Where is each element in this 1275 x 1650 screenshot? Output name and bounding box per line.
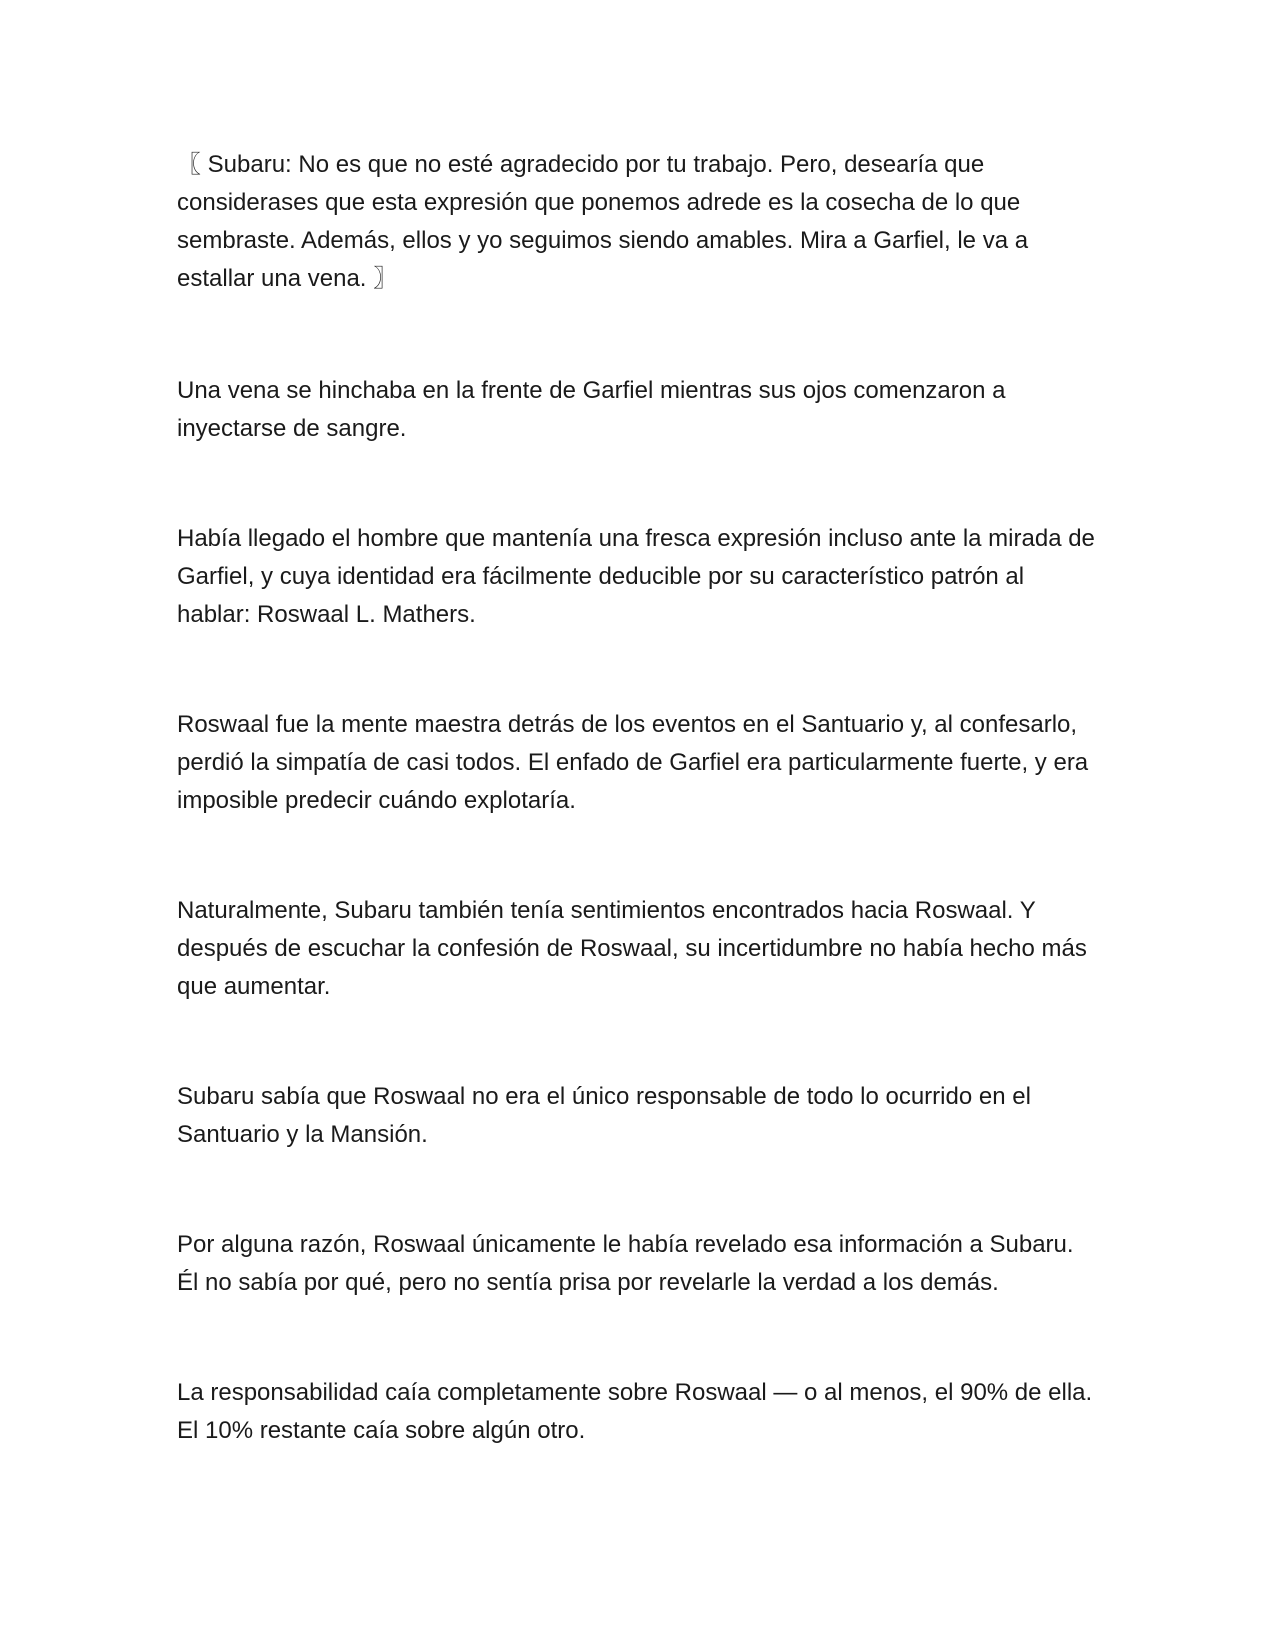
paragraph-7: Por alguna razón, Roswaal únicamente le había revelado esa información a Subaru. Él no sabía por qué, pero no sentía prisa por revelarle la verdad a los demás. — [177, 1231, 1074, 1296]
paragraph-1: 〖 Subaru: No es que no esté agradecido por tu trabajo. Pero, desearía que considerases que esta expresión que ponemos adrede es la cosecha de lo que sembraste. Además, ellos y yo seguimos siendo amables. Mira a Garfiel, le va a estallar una vena. 〗 — [177, 151, 1029, 292]
paragraph-2: Una vena se hinchaba en la frente de Garfiel mientras sus ojos comenzaron a inyectarse de sangre. — [177, 377, 1006, 442]
paragraph-6: Subaru sabía que Roswaal no era el único responsable de todo lo ocurrido en el Santuario y la Mansión. — [177, 1083, 1031, 1148]
document-body — [177, 146, 1097, 1450]
paragraph-8: La responsabilidad caía completamente sobre Roswaal — o al menos, el 90% de ella. El 10% restante caía sobre algún otro. — [177, 1379, 1093, 1444]
paragraph-3: Había llegado el hombre que mantenía una fresca expresión incluso ante la mirada de Garfiel, y cuya identidad era fácilmente deducible por su característico patrón al hablar: Roswaal L. Mathers. — [177, 525, 1095, 628]
paragraph-5: Naturalmente, Subaru también tenía sentimientos encontrados hacia Roswaal. Y después de escuchar la confesión de Roswaal, su incertidumbre no había hecho más que aumentar. — [177, 897, 1087, 1000]
paragraph-4: Roswaal fue la mente maestra detrás de los eventos en el Santuario y, al confesarlo, perdió la simpatía de casi todos. El enfado de Garfiel era particularmente fuerte, y era imposible predecir cuándo explotaría. — [177, 711, 1089, 814]
